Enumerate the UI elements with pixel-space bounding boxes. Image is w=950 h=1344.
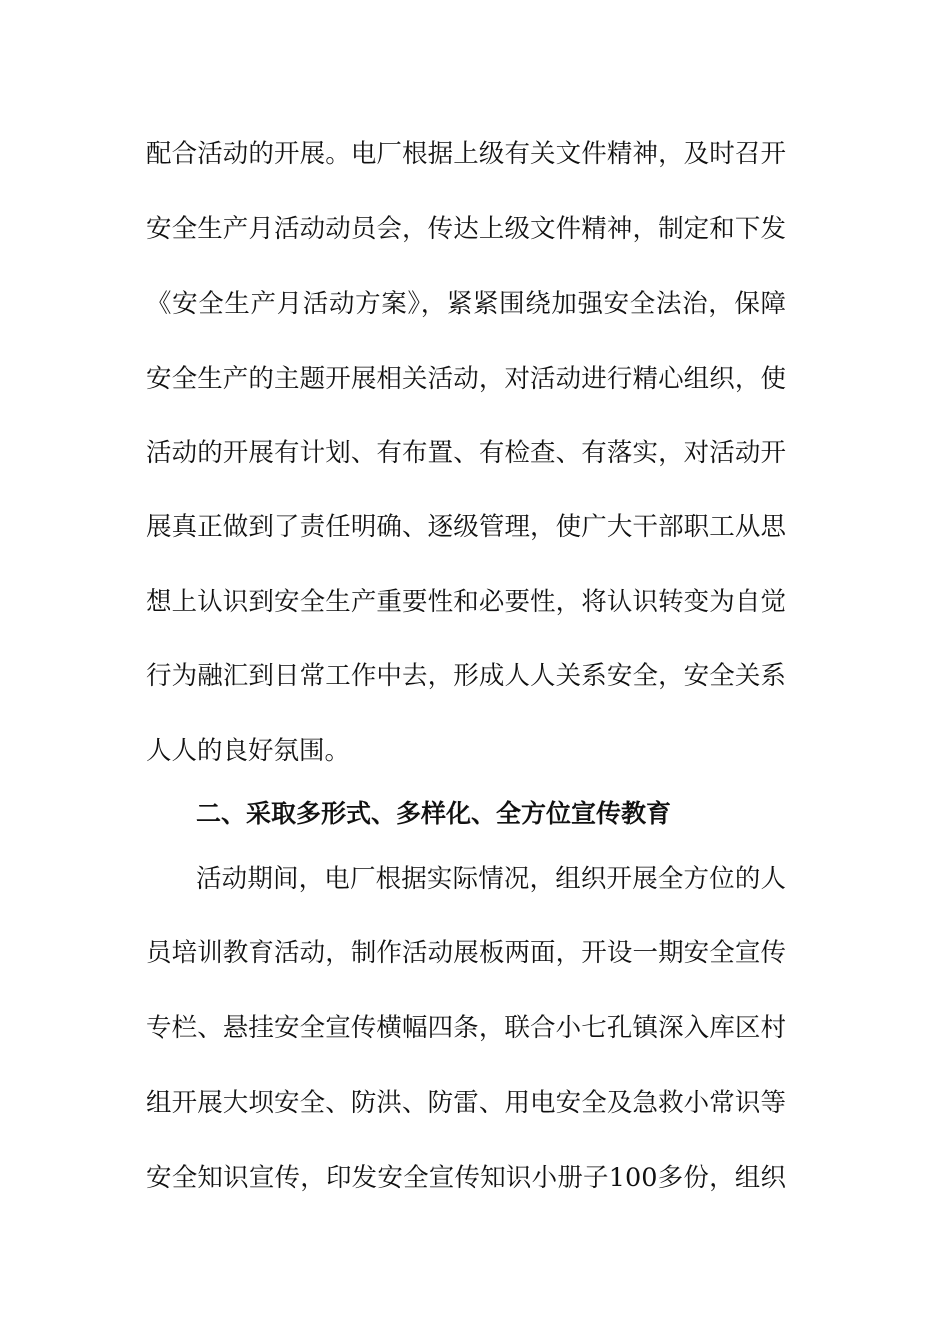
paragraph-line: 专栏、悬挂安全宣传横幅四条，联合小七孔镇深入库区村 [146, 1013, 786, 1043]
paragraph-line: 行为融汇到日常工作中去，形成人人关系安全，安全关系 [146, 661, 786, 691]
paragraph-line: 安全知识宣传，印发安全宣传知识小册子100多份，组织 [146, 1163, 786, 1193]
paragraph-line: 员培训教育活动，制作活动展板两面，开设一期安全宣传 [146, 938, 786, 968]
paragraph-line: 活动的开展有计划、有布置、有检查、有落实，对活动开 [146, 438, 786, 468]
paragraph-line: 想上认识到安全生产重要性和必要性，将认识转变为自觉 [146, 587, 786, 617]
paragraph-line: 活动期间，电厂根据实际情况，组织开展全方位的人 [196, 864, 786, 894]
paragraph-line: 配合活动的开展。电厂根据上级有关文件精神，及时召开 [146, 139, 786, 169]
paragraph-line: 安全生产的主题开展相关活动，对活动进行精心组织，使 [146, 364, 786, 394]
paragraph-line: 组开展大坝安全、防洪、防雷、用电安全及急救小常识等 [146, 1088, 786, 1118]
paragraph-line: 安全生产月活动动员会，传达上级文件精神，制定和下发 [146, 214, 786, 244]
paragraph-line: 人人的良好氛围。 [146, 736, 351, 766]
section-heading: 二、采取多形式、多样化、全方位宣传教育 [196, 799, 672, 828]
paragraph-line: 《安全生产月活动方案》，紧紧围绕加强安全法治，保障 [146, 289, 786, 319]
paragraph-line: 展真正做到了责任明确、逐级管理，使广大干部职工从思 [146, 512, 786, 542]
